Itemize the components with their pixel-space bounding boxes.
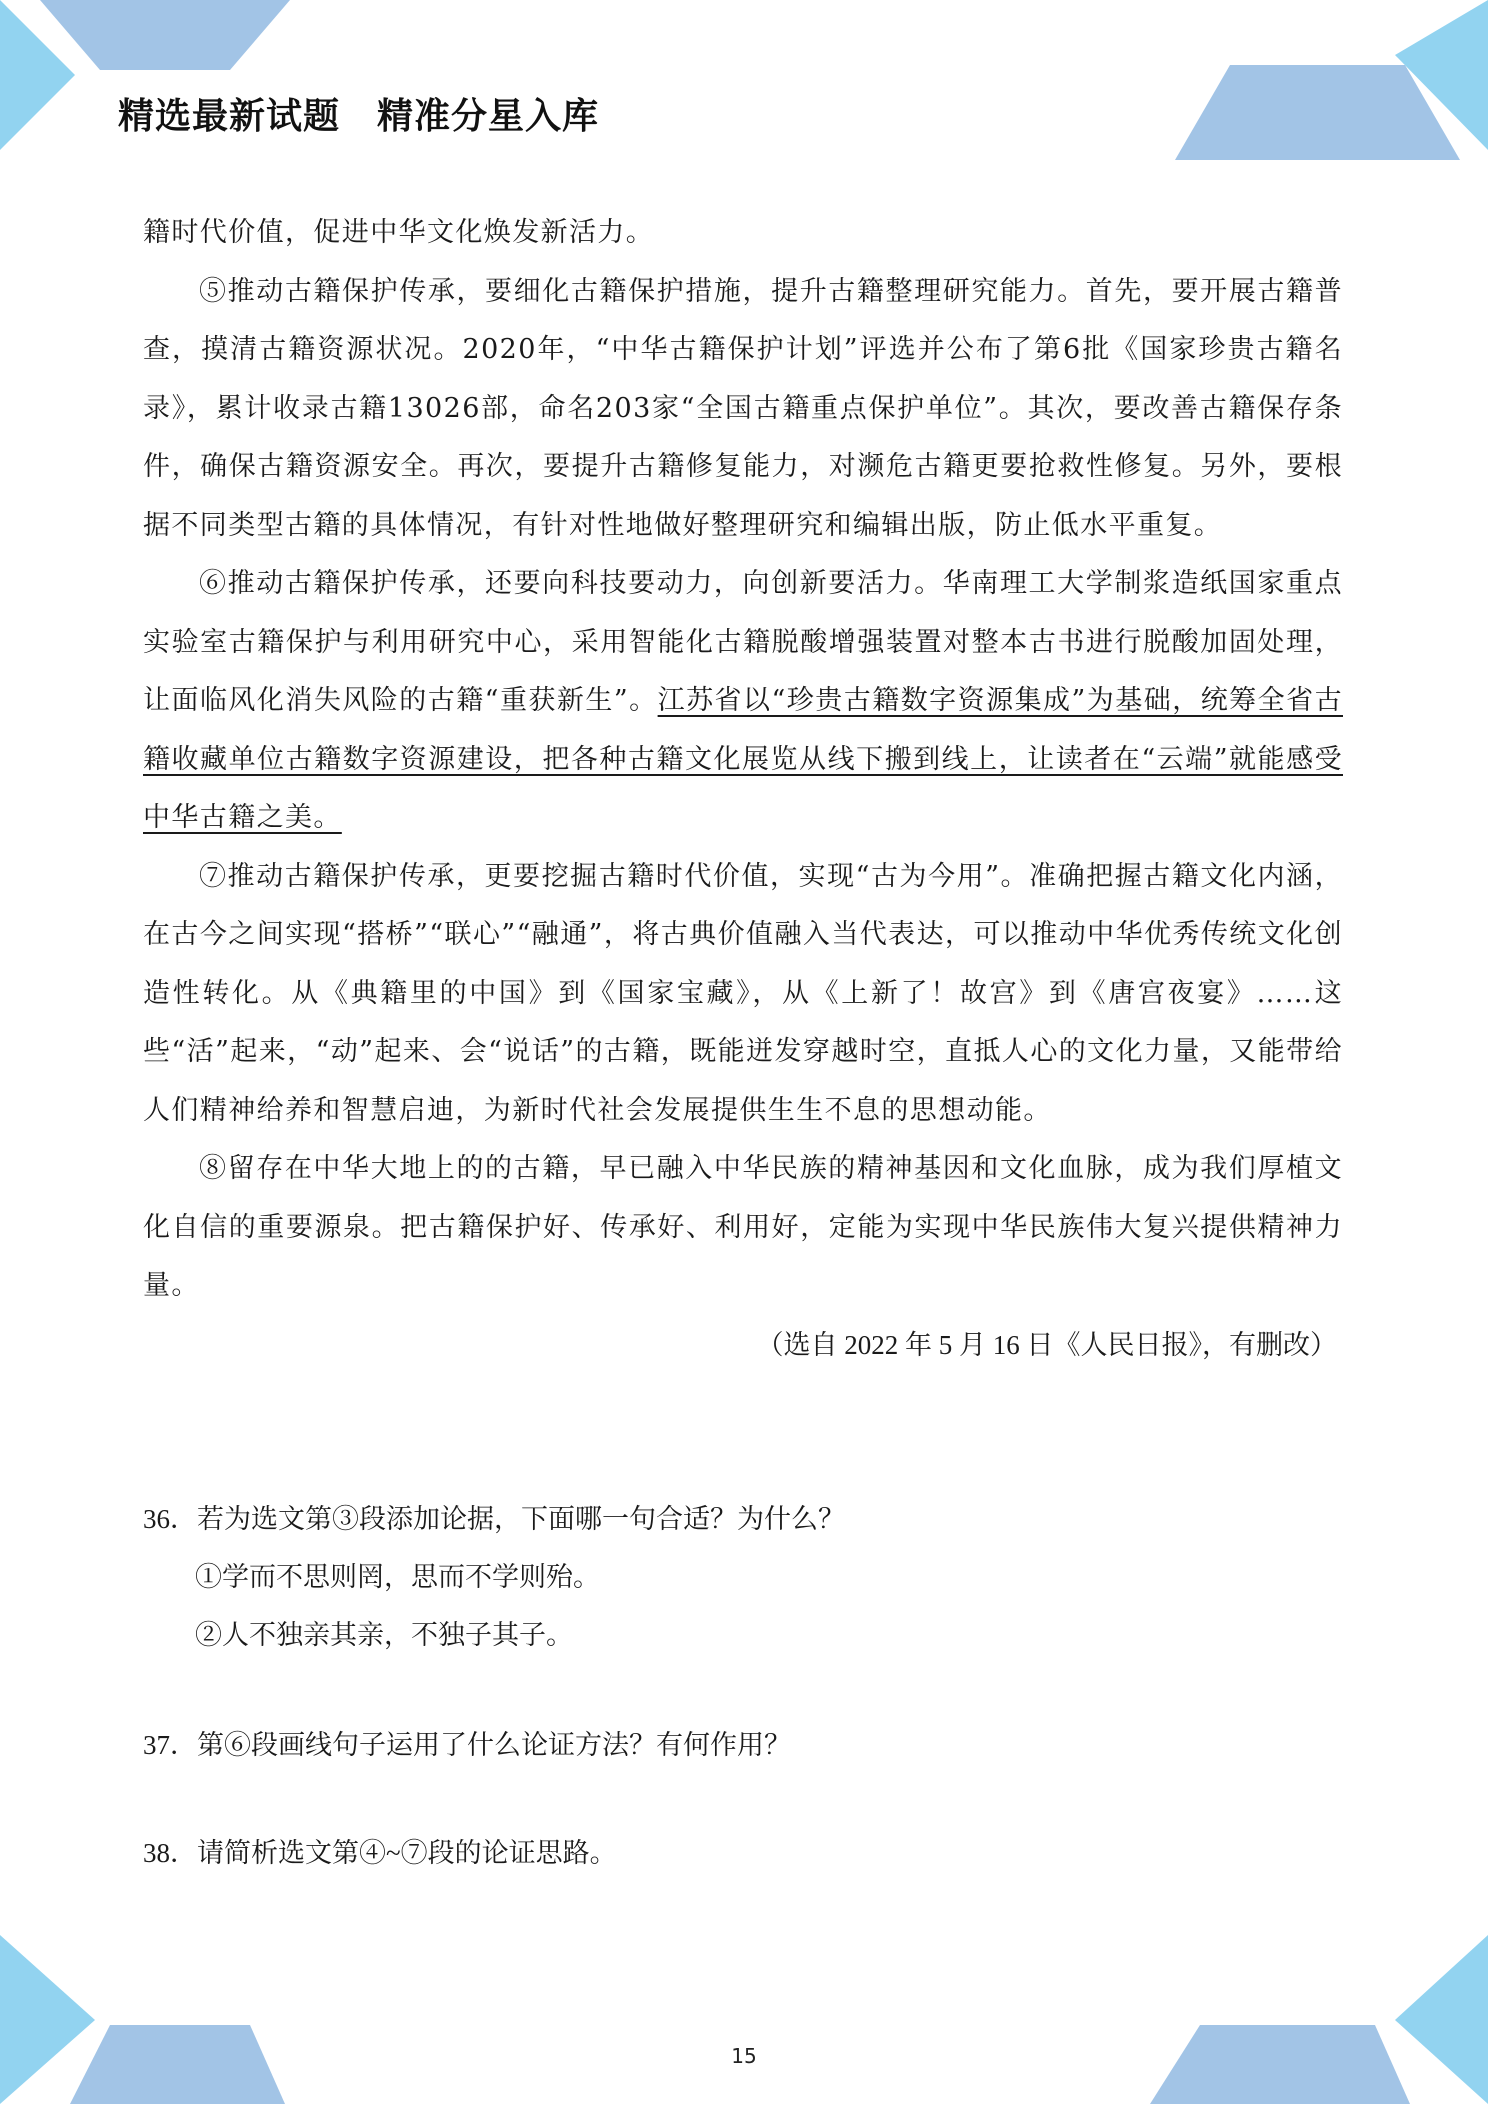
question-36-option-1: ①学而不思则罔，思而不学则殆。 (195, 1562, 600, 1592)
question-38: 38．请简析选文第④~⑦段的论证思路。 (143, 1838, 617, 1868)
top-right-trapezoid (1175, 65, 1460, 160)
header-title: 精选最新试题 精准分星入库 (118, 96, 600, 137)
bottom-left-triangle (0, 1935, 95, 2104)
passage (143, 204, 1343, 1374)
page-number: 15 (731, 2044, 757, 2068)
paragraph-7: ⑦推动古籍保护传承，更要挖掘古籍时代价值，实现“古为今用”。准确把握古籍文化内涵，在古今之间实现“搭桥”“联心”“融通”，将古典价值融入当代表达，可以推动中华优秀传统文化创造性转化。从《典籍里的中国》到《国家宝藏》，从《上新了！故宫》到《唐宫夜宴》……这些“活”起来，“动”起来、会“说话”的古籍，既能迸发穿越时空，直抵人心的文化力量，又能带给人们精神给养和智慧启迪，为新时代社会发展提供生生不息的思想动能。 (143, 860, 1343, 1126)
underlined-sentence: 江苏省以“珍贵古籍数字资源集成”为基础，统筹全省古籍收藏单位古籍数字资源建设，把各种古籍文化展览从线下搬到线上，让读者在“云端”就能感受中华古籍之美。 (143, 685, 1343, 833)
paragraph-6-text: ⑥推动古籍保护传承，还要向科技要动力，向创新要活力。华南理工大学制浆造纸国家重点实验室古籍保护与利用研究中心，采用智能化古籍脱酸增强装置对整本古书进行脱酸加固处理，让面临风化消失风险的古籍“重获新生”。 (143, 568, 1343, 716)
question-36: 36．若为选文第③段添加论据，下面哪一句合适？为什么？ (143, 1504, 845, 1534)
bottom-right-triangle (1395, 1935, 1488, 2104)
header-decoration (0, 0, 1488, 170)
footer-decoration (0, 1930, 1488, 2104)
paragraph-continuation: 籍时代价值，促进中华文化焕发新活力。 (143, 217, 655, 248)
paragraph-5: ⑤推动古籍保护传承，要细化古籍保护措施，提升古籍整理研究能力。首先，要开展古籍普查，摸清古籍资源状况。2020年，“中华古籍保护计划”评选并公布了第6批《国家珍贵古籍名录》，累计收录古籍13026部，命名203家“全国古籍重点保护单位”。其次，要改善古籍保存条件，确保古籍资源安全。再次，要提升古籍修复能力，对濒危古籍更要抢救性修复。另外，要根据不同类型古籍的具体情况，有针对性地做好整理研究和编辑出版，防止低水平重复。 (143, 275, 1343, 541)
question-36-option-2: ②人不独亲其亲，不独子其子。 (195, 1620, 573, 1650)
paragraph-8: ⑧留存在中华大地上的的古籍，早已融入中华民族的精神基因和文化血脉，成为我们厚植文化自信的重要源泉。把古籍保护好、传承好、利用好，定能为实现中华民族伟大复兴提供精神力量。 (143, 1153, 1343, 1301)
question-37: 37．第⑥段画线句子运用了什么论证方法？有何作用？ (143, 1730, 791, 1760)
top-left-trapezoid (40, 0, 290, 70)
paragraph-6 (143, 555, 1343, 848)
source-citation: （选自 2022 年 5 月 16 日《人民日报》，有删改） (756, 1329, 1337, 1360)
